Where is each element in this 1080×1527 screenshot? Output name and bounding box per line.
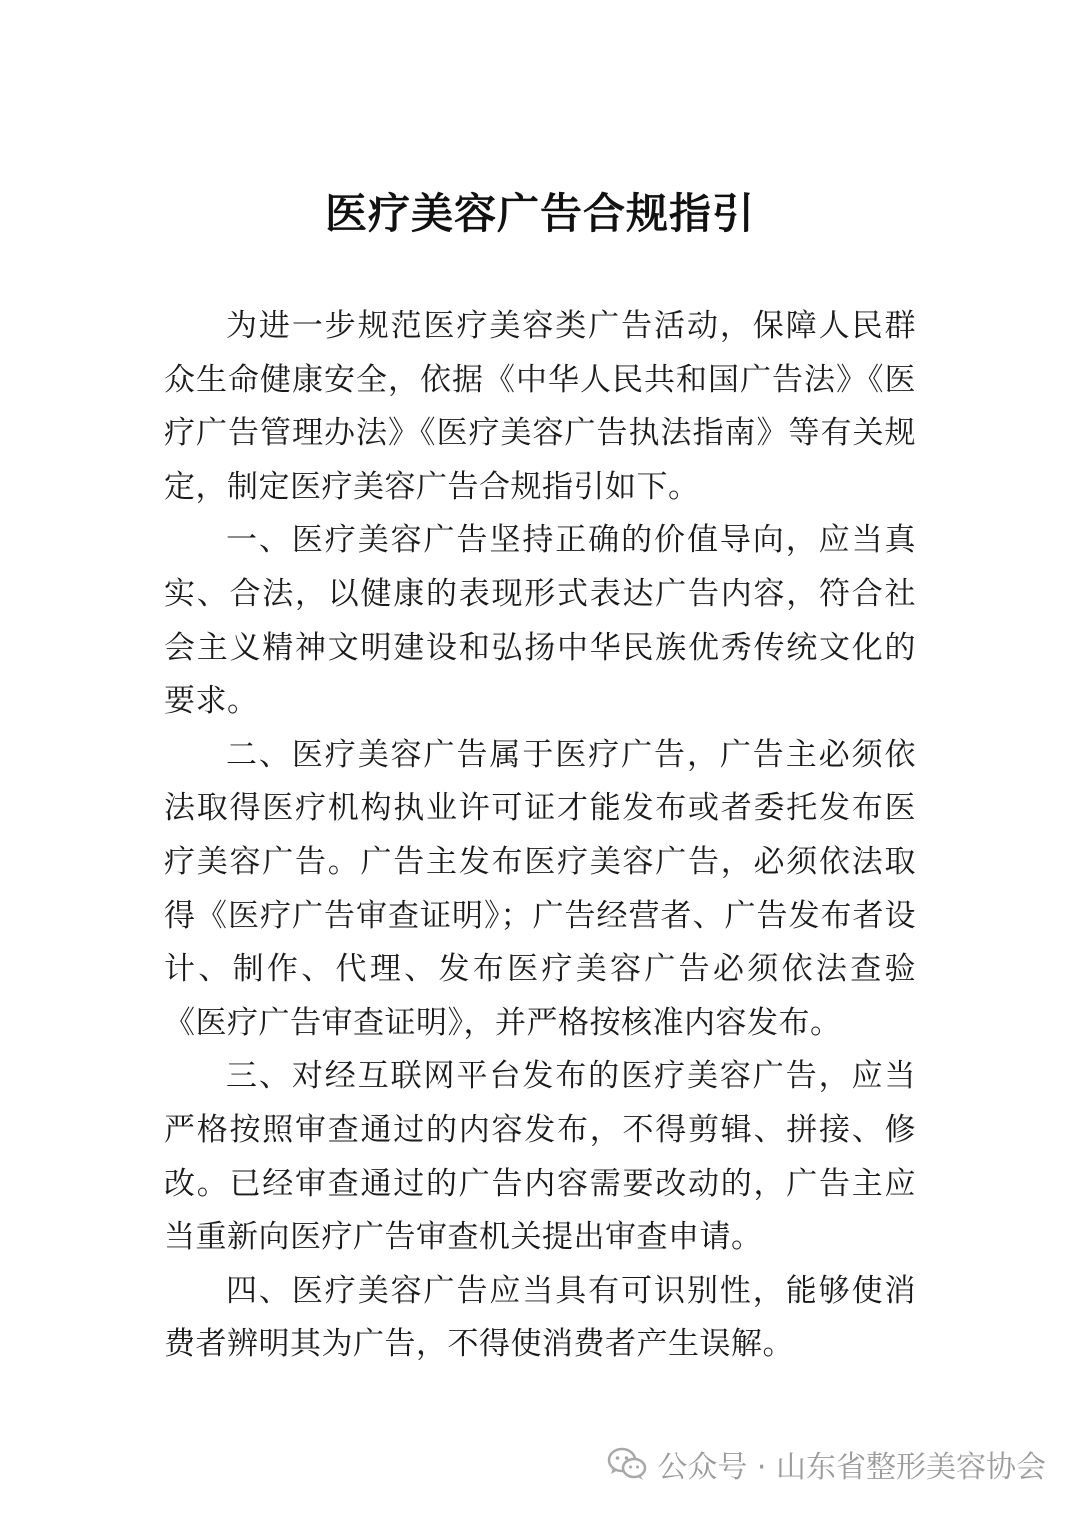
watermark [607,1440,1046,1488]
watermark-text: 公众号 · 山东省整形美容协会 [657,1450,1046,1485]
paragraph-intro: 为进一步规范医疗美容类广告活动，保障人民群众生命健康安全，依据《中华人民共和国广告法》《医疗广告管理办法》《医疗美容广告执法指南》等有关规定，制定医疗美容广告合规指引如下。 [164,308,916,505]
paragraph-1: 一、医疗美容广告坚持正确的价值导向，应当真实、合法，以健康的表现形式表达广告内容，符合社会主义精神文明建设和弘扬中华民族优秀传统文化的要求。 [164,522,916,720]
document-body [164,300,916,1372]
paragraph-2: 二、医疗美容广告属于医疗广告，广告主必须依法取得医疗机构执业许可证才能发布或者委托发布医疗美容广告。广告主发布医疗美容广告，必须依法取得《医疗广告审查证明》；广告经营者、广告发布者设计、制作、代理、发布医疗美容广告必须依法查验《医疗广告审查证明》，并严格按核准内容发布。 [164,736,916,1041]
document-title: 医疗美容广告合规指引 [324,189,755,238]
wechat-icon [607,1447,647,1481]
paragraph-3: 三、对经互联网平台发布的医疗美容广告，应当严格按照审查通过的内容发布，不得剪辑、拼接、修改。已经审查通过的广告内容需要改动的，广告主应当重新向医疗广告审查机关提出审查申请。 [164,1058,916,1256]
paragraph-4: 四、医疗美容广告应当具有可识别性，能够使消费者辨明其为广告，不得使消费者产生误解。 [164,1272,916,1363]
